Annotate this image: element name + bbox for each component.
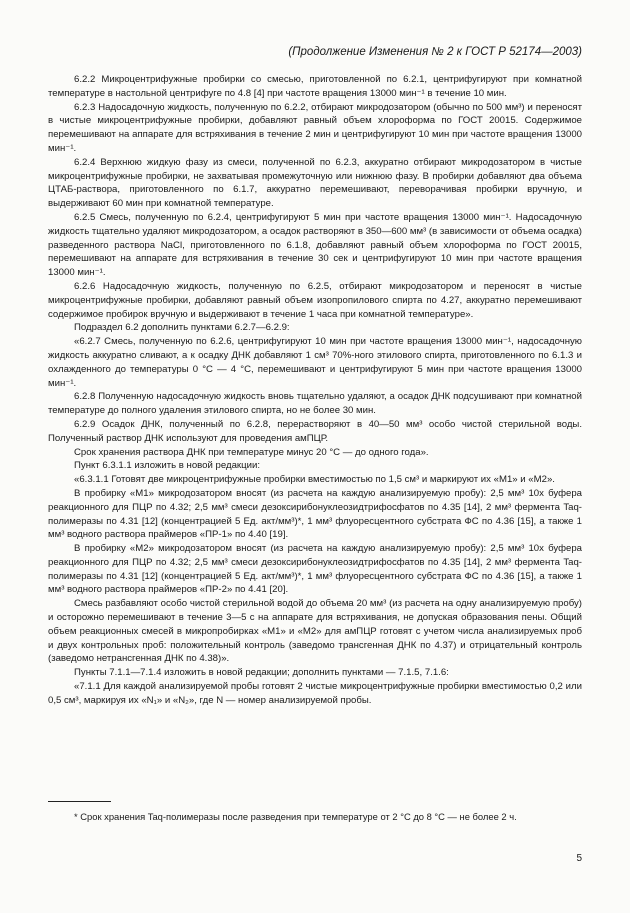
paragraph-7-1-note: Пункты 7.1.1—7.1.4 изложить в новой редакции; дополнить пунктами — 7.1.5, 7.1.6: [74,667,449,679]
paragraph-subsection-note: Подраздел 6.2 дополнить пунктами 6.2.7—6.2.9: [74,322,290,334]
paragraph-6-2-5: 6.2.5 Смесь, полученную по 6.2.4, центрифугируют 5 мин при частоте вращения 13000 мин⁻¹. Надосадочную жидкость тщательно удаляют микродозатором, а осадок растворяют в 350—600 мм³ (в зависимости от объема осадка) разведенного раствора NaCl, приготовленного по 6.1.8, добавляют равный объем хлороформа по ГОСТ 20015, перемешивают на аппарате для встряхивания в течение 30 сек и центрифугируют 10 мин при частоте вращения 13000 мин⁻¹. [48,211,582,279]
paragraph-6-2-9: 6.2.9 Осадок ДНК, полученный по 6.2.8, перерастворяют в 40—50 мм³ особо чистой стерильной воды. Полученный раствор ДНК используют для проведения амПЦР. [48,418,582,444]
paragraph-6-2-7: «6.2.7 Смесь, полученную по 6.2.6, центрифугируют 10 мин при частоте вращения 13000 мин⁻¹, надосадочную жидкость аккуратно сливают, а к осадку ДНК добавляют 1 см³ 70%-ного этилового спирта, приготовленного по 6.1.3 и охлажденного до температуры 0 °C — 4 °C, перемешивают и центрифугируют 5 мин при частоте вращения 13000 мин⁻¹. [48,336,582,389]
footnote-divider [48,801,111,802]
paragraph-6-2-3: 6.2.3 Надосадочную жидкость, полученную по 6.2.2, отбирают микродозатором (обычно по 500 мм³) и переносят в чистые микроцентрифужные пробирки, добавляют равный объем хлороформа по ГОСТ 20015. Содержимое перемешивают на аппарате для встряхивания в течение 2 мин и центрифугируют 10 мин при частоте вращения 13000 мин⁻¹. [48,101,582,154]
paragraph-6-3-1-1-note: Пункт 6.3.1.1 изложить в новой редакции: [74,460,260,472]
paragraph-6-2-6: 6.2.6 Надосадочную жидкость, полученную по 6.2.5, отбирают микродозатором и переносят в чистые микроцентрифужные пробирки, добавляют равный объем изопропилового спирта по 4.27, аккуратно перемешивают содержимое пробирок вручную и выдерживают в течение 1 часа при комнатной температуре». [48,280,582,320]
page-number: 5 [576,853,582,864]
footnote: * Срок хранения Taq-полимеразы после разведения при температуре от 2 °C до 8 °C — не более 2 ч. [74,811,517,822]
paragraph-6-2-2: 6.2.2 Микроцентрифужные пробирки со смесью, приготовленной по 6.2.1, центрифугируют при комнатной температуре в настольной центрифуге по 4.8 [4] при частоте вращения 13000 мин⁻¹ в течение 10 мин. [48,74,582,99]
paragraph-6-2-4: 6.2.4 Верхнюю жидкую фазу из смеси, полученной по 6.2.3, аккуратно отбирают микродозатором в чистые микроцентрифужные пробирки, не захватывая промежуточную или нижнюю фазу. В пробирки добавляют два объема ЦТАБ-раствора, приготовленного по 6.1.7, аккуратно перемешивают, переворачивая пробирки вручную, и выдерживают 60 мин при комнатной температуре. [48,156,582,210]
paragraph-tube-m2: В пробирку «М2» микродозатором вносят (из расчета на каждую анализируемую пробу): 2,5 мм³ 10х буфера реакционного для ПЦР по 4.32; 2,5 мм³ смеси дезоксирибонуклеозидтрифосфатов по 4.35 [14], 2 мм³ фермента Taq-полимеразы по 4.31 [12] (концентрацией 5 Ед. акт/мм³)*, 1 мм³ флуоресцентного субстрата ФС по 4.36 [15], а также 1 мм³ водного раствора праймеров «ПР-2» по 4.41 [20]. [48,543,582,596]
paragraph-6-2-8: 6.2.8 Полученную надосадочную жидкость вновь тщательно удаляют, а осадок ДНК подсушивают при комнатной температуре до полного удаления этилового спирта, но не более 30 мин. [48,391,582,417]
page-header: (Продолжение Изменения № 2 к ГОСТ Р 52174—2003) [288,46,582,58]
paragraph-storage: Срок хранения раствора ДНК при температуре минус 20 °C — до одного года». [74,446,429,458]
paragraph-6-3-1-1: «6.3.1.1 Готовят две микроцентрифужные пробирки вместимостью по 1,5 см³ и маркируют их «М1» и «М2». [74,474,555,486]
paragraph-7-1-1: «7.1.1 Для каждой анализируемой пробы готовят 2 чистые микроцентрифужные пробирки вместимостью 0,2 или 0,5 см³, маркируя их «N₁» и «N₂», где N — номер анализируемой пробы. [48,681,582,706]
paragraph-tube-m1: В пробирку «М1» микродозатором вносят (из расчета на каждую анализируемую пробу): 2,5 мм³ 10х буфера реакционного для ПЦР по 4.32; 2,5 мм³ смеси дезоксирибонуклеозидтрифосфатов по 4.35 [14], 2 мм³ фермента Taq-полимеразы по 4.31 [12] (концентрацией 5 Ед. акт/мм³)*, 1 мм³ флуоресцентного субстрата ФС по 4.36 [15], а также 1 мм³ водного раствора праймеров «ПР-1» по 4.40 [19]. [48,487,582,541]
document-body [48,73,582,708]
paragraph-dilution: Смесь разбавляют особо чистой стерильной водой до объема 20 мм³ (из расчета на одну анализируемую пробу) и осторожно перемешивают в течение 3—5 с на аппарате для встряхивания, не допуская образования пены. Общий объем реакционных смесей в микропробирках «М1» и «М2» для амПЦР готовят с учетом числа анализируемых проб и двух контрольных проб: положительный контроль (заведомо трансгенная ДНК по 4.37) и отрицательный контроль (заведомо нетрансгенная ДНК по 4.38)». [48,598,582,665]
